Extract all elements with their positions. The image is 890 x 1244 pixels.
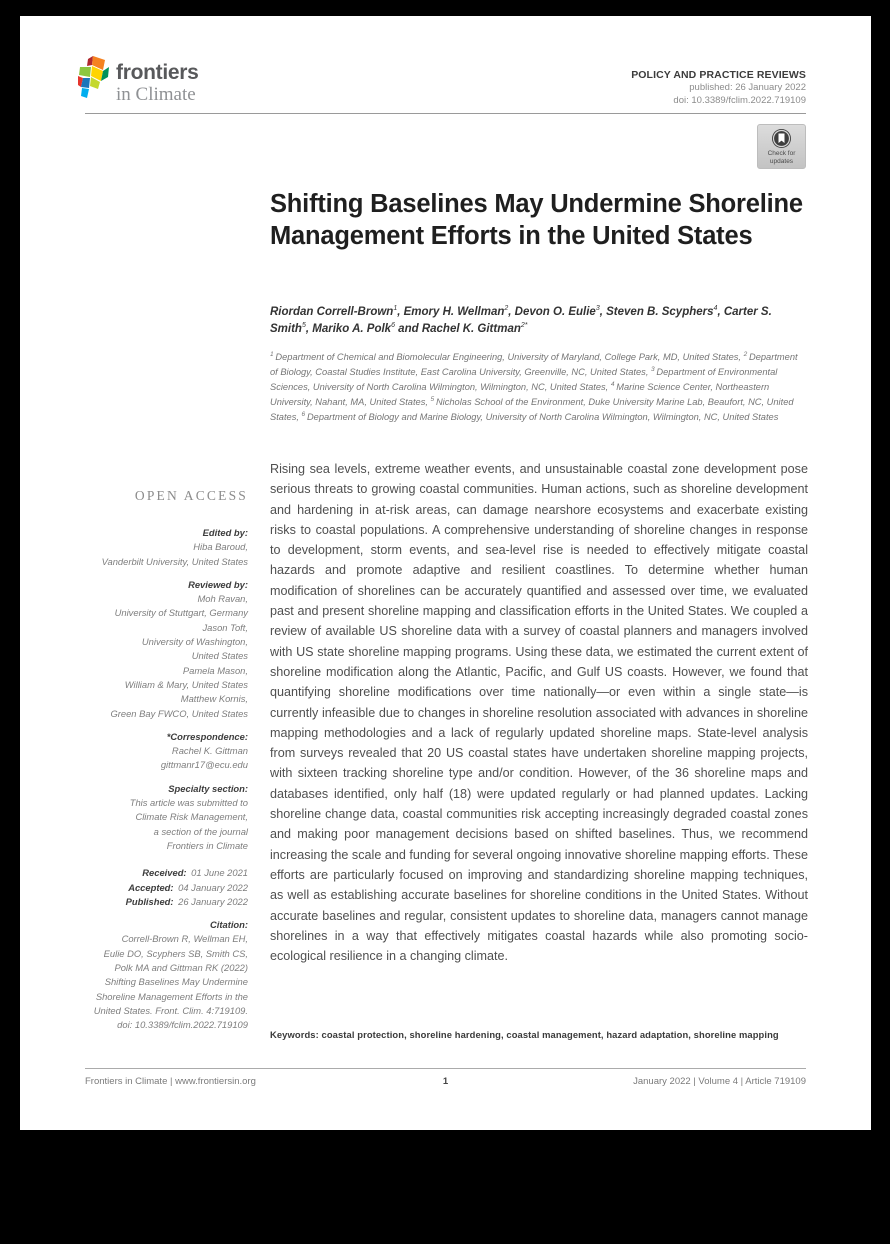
- author-list: [270, 304, 807, 339]
- author-name: , Emory H. Wellman: [397, 306, 505, 318]
- sidebar-date-value: 04 January 2022: [178, 881, 248, 893]
- sidebar-line: University of Washington,: [141, 636, 248, 648]
- author-affiliation-sup: 2*: [520, 322, 528, 330]
- sidebar-line: Jason Toft,: [202, 621, 248, 633]
- affiliation-sup: 2: [743, 351, 749, 358]
- sidebar-block: [85, 782, 248, 853]
- sidebar-line: University of Stuttgart, Germany: [114, 607, 248, 619]
- sidebar-line: Climate Risk Management,: [135, 811, 248, 823]
- sidebar-line: Pamela Mason,: [182, 664, 248, 676]
- affiliation-sup: 1: [270, 351, 276, 358]
- footer-journal: Frontiers in Climate | www.frontiersin.org: [85, 1076, 256, 1087]
- affiliation-text: Department of Environmental Sciences, University of North Carolina Wilmington, Wilmington, NC, United States,: [270, 367, 778, 393]
- affiliation-text: Department of Chemical and Biomolecular Engineering, University of Maryland, College Park, MD, United States,: [275, 352, 744, 363]
- affiliation-sup: 4: [610, 380, 617, 388]
- author-affiliation-sup: 6: [391, 322, 395, 330]
- sidebar-line: Matthew Kornis,: [180, 693, 248, 705]
- author-affiliation-sup: 3: [595, 305, 600, 313]
- sidebar-block-label: Edited by:: [202, 527, 248, 538]
- sidebar-line: Vanderbilt University, United States: [101, 555, 248, 567]
- sidebar-line: Shoreline Management Efforts in the: [95, 990, 248, 1002]
- affiliation-text: Department of Biology, Coastal Studies Institute, East Carolina University, Greenville, NC, United States,: [270, 352, 798, 378]
- sidebar-line: doi: 10.3389/fclim.2022.719109: [117, 1019, 248, 1031]
- affiliation-text: Nicholas School of the Environment, Duke University Marine Lab, Beaufort, NC, United States,: [270, 397, 794, 422]
- sidebar-dates: [85, 866, 248, 909]
- author-name: Riordan Correll-Brown: [270, 306, 394, 318]
- author-affiliation-sup: 5: [301, 322, 306, 330]
- check-for-updates-button[interactable]: [757, 124, 806, 169]
- crossmark-bookmark-icon: [771, 128, 792, 149]
- sidebar-date-label: Accepted:: [128, 881, 177, 893]
- sidebar-block-label: Reviewed by:: [188, 578, 248, 590]
- sidebar-date-value: 01 June 2021: [191, 867, 248, 879]
- header-divider: [85, 113, 806, 114]
- frontiers-logo-icon: [78, 56, 110, 98]
- sidebar-blocks: [85, 526, 248, 853]
- published-date: published: 26 January 2022: [689, 82, 806, 94]
- sidebar-date-row: [85, 895, 248, 909]
- sidebar-line: Eulie DO, Scyphers SB, Smith CS,: [103, 947, 248, 959]
- sidebar-line: Moh Ravan,: [197, 593, 248, 605]
- sidebar-line: William & Mary, United States: [124, 678, 248, 690]
- author-name: , Devon O. Eulie: [508, 306, 596, 318]
- doi-text: doi: 10.3389/fclim.2022.719109: [673, 94, 806, 106]
- footer-page-number: 1: [442, 1076, 449, 1087]
- author-name: and Rachel K. Gittman: [394, 323, 521, 336]
- sidebar-line: Shifting Baselines May Undermine: [104, 976, 248, 988]
- article-type-label: POLICY AND PRACTICE REVIEWS: [631, 69, 806, 81]
- author-name: , Mariko A. Polk: [305, 323, 392, 336]
- check-badge-label: Check for updates: [767, 150, 796, 166]
- author-name: , Carter S. Smith: [270, 306, 772, 336]
- sidebar-block-label: *Correspondence:: [166, 730, 248, 742]
- sidebar-block: [85, 730, 248, 773]
- sidebar-block: [85, 526, 248, 569]
- author-affiliation-sup: 2: [504, 305, 509, 313]
- sidebar-citation: [85, 918, 248, 1032]
- sidebar-line: Green Bay FWCO, United States: [110, 707, 248, 719]
- footer-divider: [85, 1068, 806, 1069]
- affiliation-sup: 5: [430, 395, 436, 403]
- sidebar-line: Correll-Brown R, Wellman EH,: [121, 933, 248, 945]
- logo-brand-text: frontiers: [116, 61, 199, 84]
- author-affiliation-sup: 4: [713, 305, 718, 313]
- sidebar-line: This article was submitted to: [129, 797, 248, 809]
- footer-issue: January 2022 | Volume 4 | Article 719109: [633, 1076, 806, 1087]
- affiliation-text: Department of Biology and Marine Biology, University of North Carolina Wilmington, Wilmington, NC, United States: [306, 411, 779, 422]
- sidebar-line: a section of the journal: [153, 825, 248, 837]
- article-title: Shifting Baselines May Undermine Shoreline Management Efforts in the United States: [270, 190, 803, 251]
- sidebar-line: Frontiers in Climate: [166, 839, 248, 851]
- sidebar-line: United States: [191, 650, 248, 662]
- sidebar-block-label: Specialty section:: [168, 782, 248, 794]
- frontiers-logo: [78, 56, 198, 104]
- keywords-line: Keywords: coastal protection, shoreline hardening, coastal management, hazard adaptation, shoreline mapping: [270, 1029, 779, 1040]
- affiliation-list: [270, 350, 807, 425]
- article-info-sidebar: [85, 488, 248, 1042]
- sidebar-line: Hiba Baroud,: [193, 541, 248, 553]
- logo-journal-text: in Climate: [116, 84, 196, 105]
- sidebar-date-value: 26 January 2022: [178, 895, 248, 907]
- sidebar-date-row: [85, 881, 248, 895]
- sidebar-date-label: Published:: [125, 895, 177, 907]
- sidebar-date-label: Received:: [142, 867, 190, 879]
- affiliation-sup: 6: [301, 410, 307, 418]
- article-page: [20, 16, 871, 1130]
- affiliation-sup: 3: [651, 365, 657, 373]
- sidebar-block-label: Citation:: [209, 919, 248, 931]
- open-access-label: OPEN ACCESS: [134, 488, 248, 503]
- correspondence-email[interactable]: gittmanr17@ecu.edu: [160, 759, 248, 771]
- sidebar-line: Rachel K. Gittman: [171, 745, 248, 757]
- sidebar-line: Polk MA and Gittman RK (2022): [114, 962, 248, 974]
- page-footer: [85, 1076, 806, 1087]
- affiliation-text: Marine Science Center, Northeastern University, Nahant, MA, United States,: [270, 382, 770, 407]
- author-name: , Steven B. Scyphers: [599, 306, 714, 318]
- sidebar-block: [85, 918, 248, 1032]
- author-affiliation-sup: 1: [393, 305, 398, 313]
- sidebar-block: [85, 578, 248, 721]
- abstract-text: Rising sea levels, extreme weather events, and unsustainable coastal zone development pose serious threats to growing coastal communities. Human actions, such as shoreline development and hardening in at-risk areas, can damage nearshore ecosystems and exacerbate existing risks to coastal populations. A comprehensive understanding of shoreline changes in response to development, storm events, and sea-level rise is needed to effectively mitigate coastal hazards and promote adaptive and resilient coastlines. To determine whether human modification of shorelines can be accurately quantified and assessed over time, we evaluated past and present shoreline mapping and classification efforts in the United States. We coupled a review of available US shoreline data with a survey of coastal planners and managers involved with US state shoreline mapping programs. Using these data, we estimated the current extent of shoreline modification along the Atlantic, Pacific, and Gulf US coasts. However, we found that quantifying shoreline modifications over time nationally—or even within a single state—is currently infeasible due to changes in shoreline resolution associated with advances in shoreline mapping methodologies and a lack of regularly updated shoreline maps. State-level analysis from surveys revealed that 20 US coastal states have undertaken shoreline mapping projects, with sixteen tracking shoreline type and/or condition. However, of the 36 shoreline maps and databases identified, only half (18) were updated regularly or had planned updates. Lacking shoreline change data, coastal communities risk accepting increasingly degraded coastal zones and making poor management decisions based on shifted baselines. Thus, we recommend increasing the scale and funding for several ongoing innovative shoreline mapping efforts. These efforts are particularly focused on improving and standardizing shoreline mapping techniques, as well as establishing accurate baselines for shoreline conditions in the United States. Without accurate baselines and regular, consistent updates to shoreline data, managers cannot manage shorelines in a way that effectively mitigates coastal hazards while also promoting socio-ecological resilience in a changing climate.: [270, 462, 808, 964]
- sidebar-line: United States. Front. Clim. 4:719109.: [93, 1004, 248, 1016]
- header-meta: [631, 68, 806, 108]
- sidebar-date-row: [85, 866, 248, 880]
